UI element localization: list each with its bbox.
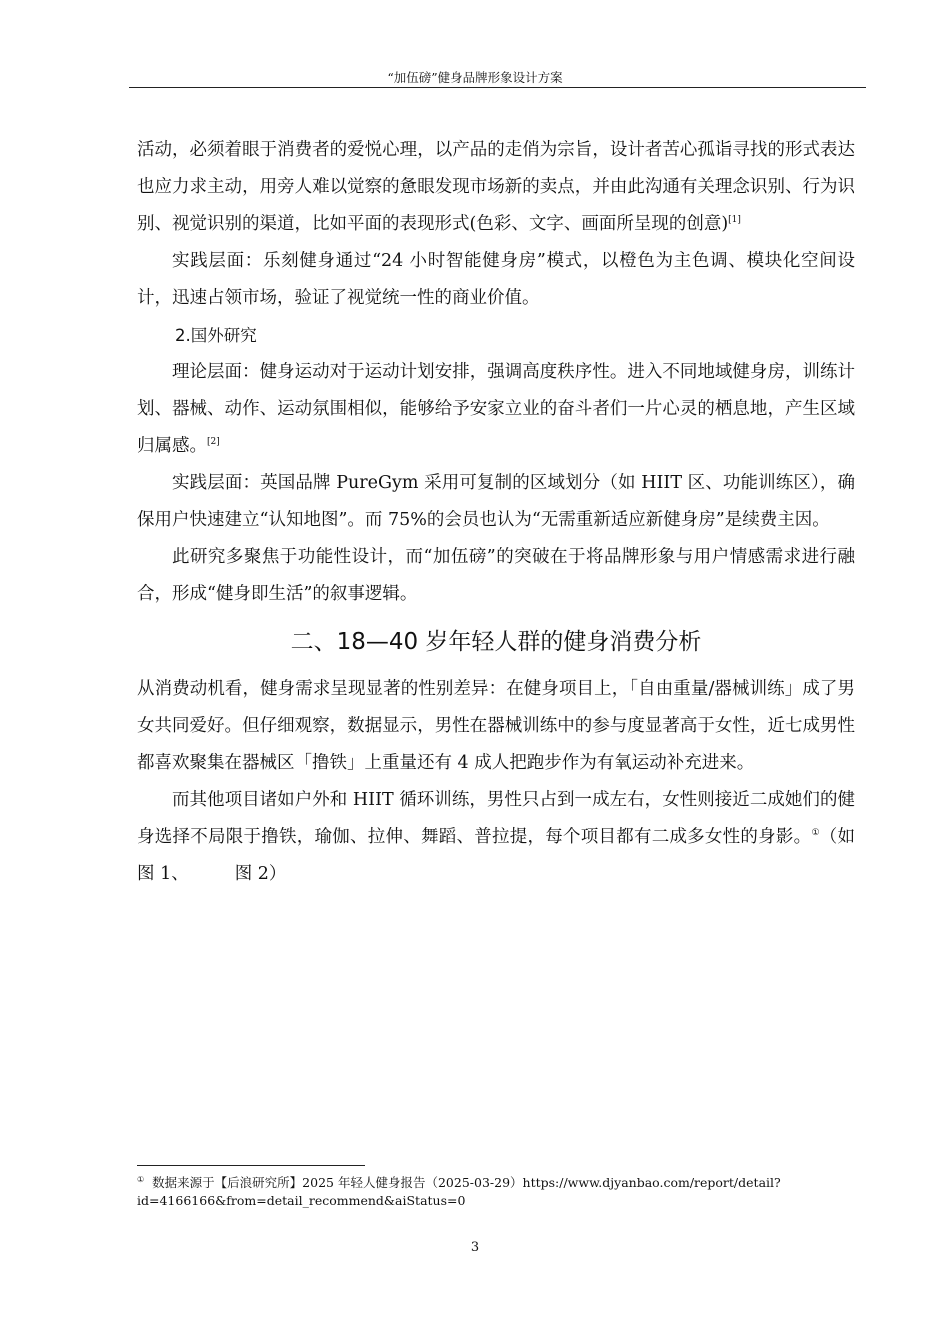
paragraph-other-projects (137, 782, 855, 893)
footnote-text: 数据来源于【后浪研究所】2025 年轻人健身报告（2025-03-29）https://www.djyanbao.com/report/detail?id=4166166&from=detail_recommend&aiStatus=0 (137, 1175, 781, 1208)
footnote-rule (137, 1165, 365, 1166)
footnote (137, 1174, 817, 1210)
citation-ref: [2] (207, 437, 220, 448)
section-title: 二、18—40 岁年轻人群的健身消费分析 (290, 629, 702, 655)
figure-ref-1: （如图 1、 (137, 827, 856, 884)
paragraph-practice-foreign: 实践层面：英国品牌 PureGym 采用可复制的区域划分（如 HIIT 区、功能训练区），确保用户快速建立“认知地图”。而 75%的会员也认为“无需重新适应新健身房”是续费主因。 (137, 473, 855, 530)
paragraph-continued (137, 132, 855, 243)
figure-ref-2: 图 2） (234, 864, 287, 884)
subheading-foreign-research: 2.国外研究 (175, 326, 257, 345)
page-number: 3 (470, 1240, 480, 1255)
paragraph-text: 理论层面：健身运动对于运动计划安排，强调高度秩序性。进入不同地域健身房，训练计划、器械、动作、运动氛围相似，能够给予安家立业的奋斗者们一片心灵的栖息地，产生区域归属感。 (137, 362, 855, 456)
footnote-mark: ① (137, 1174, 145, 1184)
paragraph-text: 活动，必须着眼于消费者的爱悦心理，以产品的走俏为宗旨，设计者苦心孤诣寻找的形式表达也应力求主动，用旁人难以觉察的惫眼发现市场新的卖点，并由此沟通有关理念识别、行为识别、视觉识别的渠道，比如平面的表现形式(色彩、文字、画面所呈现的创意) (137, 140, 855, 234)
header-rule (129, 87, 866, 88)
citation-ref: [1] (728, 215, 741, 226)
paragraph-summary: 此研究多聚焦于功能性设计，而“加伍磅”的突破在于将品牌形象与用户情感需求进行融合，形成“健身即生活”的叙事逻辑。 (137, 547, 855, 604)
footnote-ref: ① (811, 828, 820, 839)
paragraph-motivation: 从消费动机看，健身需求呈现显著的性别差异：在健身项目上，「自由重量/器械训练」成了男女共同爱好。但仔细观察，数据显示，男性在器械训练中的参与度显著高于女性，近七成男性都喜欢聚集在器械区「撸铁」上重量还有 4 成人把跑步作为有氧运动补充进来。 (137, 679, 855, 773)
paragraph-theory-foreign (137, 354, 855, 465)
paragraph-practice-domestic: 实践层面：乐刻健身通过“24 小时智能健身房”模式，以橙色为主色调、模块化空间设计，迅速占领市场，验证了视觉统一性的商业价值。 (137, 251, 855, 308)
body-text (137, 132, 855, 893)
running-header-title: “加伍磅”健身品牌形象设计方案 (387, 70, 563, 85)
paragraph-text: 而其他项目诸如户外和 HIIT 循环训练，男性只占到一成左右，女性则接近二成她们的健身选择不局限于撸铁，瑜伽、拉伸、舞蹈、普拉提，每个项目都有二成多女性的身影。 (137, 790, 855, 847)
